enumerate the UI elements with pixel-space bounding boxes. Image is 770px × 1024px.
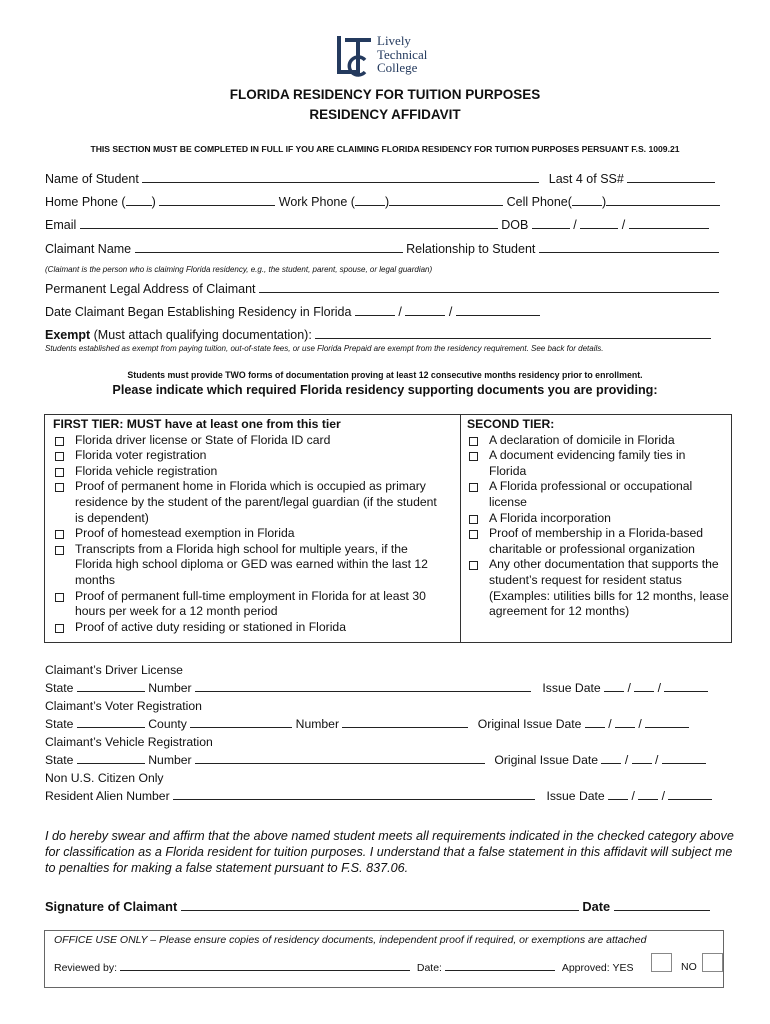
second-tier-item[interactable]: A declaration of domicile in Florida <box>467 433 727 449</box>
dl-issue-year[interactable] <box>664 680 708 692</box>
logo-wordmark <box>377 34 427 75</box>
signature-date-field[interactable] <box>614 899 710 911</box>
logo-line-2: Technical <box>377 46 428 62</box>
signature-field[interactable] <box>181 899 579 911</box>
dob-year-field[interactable] <box>629 217 709 229</box>
student-name-row: Name of Student Last 4 of SS# <box>45 171 715 186</box>
driver-license-row: State Number Issue Date / / <box>45 679 708 697</box>
non-citizen-heading: Non U.S. Citizen Only <box>45 771 164 785</box>
vh-issue-day[interactable] <box>632 752 652 764</box>
documents-prompt: Please indicate which required Florida residency supporting documents you are providing: <box>112 383 658 397</box>
checkbox[interactable] <box>55 437 64 446</box>
claimant-name-field[interactable] <box>135 241 403 253</box>
resident-alien-number-field[interactable] <box>173 788 535 800</box>
checkbox[interactable] <box>469 530 478 539</box>
reviewed-by-field[interactable] <box>120 961 410 971</box>
exempt-note: Students established as exempt from paying tuition, out-of-state fees, or use Florida Prepaid are exempt from the residency requirement. See back for details. <box>45 344 604 353</box>
logo-line-3: College <box>377 60 418 75</box>
residency-date-row: Date Claimant Began Establishing Residency in Florida / / <box>45 304 540 319</box>
ra-issue-year[interactable] <box>668 788 712 800</box>
vr-issue-year[interactable] <box>645 716 689 728</box>
first-tier-item[interactable]: Proof of permanent home in Florida which is occupied as primary residence by the student of the parent/legal guardian (if the student is dependent) <box>53 479 445 526</box>
ra-issue-month[interactable] <box>608 788 628 800</box>
first-tier-item[interactable]: Proof of active duty residing or stationed in Florida <box>53 620 453 636</box>
first-tier-item[interactable]: Transcripts from a Florida high school for multiple years, if the Florida high school diploma or GED was earned within the last 12 months <box>53 542 445 589</box>
cell-phone-field[interactable] <box>606 194 720 206</box>
permanent-address-field[interactable] <box>259 281 719 293</box>
checkbox[interactable] <box>55 624 64 633</box>
work-phone-field[interactable] <box>389 194 503 206</box>
second-tier-item[interactable]: A document evidencing family ties in Florida <box>467 448 714 479</box>
vr-state-field[interactable] <box>77 716 145 728</box>
work-area-code-field[interactable] <box>355 194 385 206</box>
ra-issue-day[interactable] <box>638 788 658 800</box>
tier-divider <box>460 415 461 642</box>
vehicle-registration-row: State Number Original Issue Date / / <box>45 751 706 769</box>
vh-state-field[interactable] <box>77 752 145 764</box>
driver-license-heading: Claimant’s Driver License <box>45 663 183 677</box>
voter-registration-heading: Claimant’s Voter Registration <box>45 699 202 713</box>
residency-year-field[interactable] <box>456 304 540 316</box>
vr-issue-day[interactable] <box>615 716 635 728</box>
checkbox[interactable] <box>469 561 478 570</box>
checkbox[interactable] <box>55 452 64 461</box>
approved-no-label: NO <box>681 961 697 973</box>
ltc-logo-mark-icon <box>331 32 375 78</box>
email-field[interactable] <box>80 217 498 229</box>
dob-month-field[interactable] <box>532 217 570 229</box>
second-tier-column <box>467 417 727 620</box>
checkbox[interactable] <box>55 483 64 492</box>
home-area-code-field[interactable] <box>126 194 152 206</box>
second-tier-item[interactable]: Any other documentation that supports the student’s request for resident status (Examples: utilities bills for 12 months, lease agreement for 12 months) <box>467 557 739 619</box>
office-use-note: OFFICE USE ONLY – Please ensure copies of residency documents, independent proof if required, or exemptions are attached <box>54 934 647 946</box>
checkbox[interactable] <box>55 530 64 539</box>
first-tier-item[interactable]: Proof of permanent full-time employment in Florida for at least 30 hours per week for a 12 month period <box>53 589 449 620</box>
vr-county-field[interactable] <box>190 716 292 728</box>
dl-number-field[interactable] <box>195 680 531 692</box>
first-tier-item[interactable]: Florida voter registration <box>53 448 453 464</box>
claimant-row: Claimant Name Relationship to Student <box>45 241 719 256</box>
exempt-row: Exempt (Must attach qualifying documentation): <box>45 327 711 342</box>
first-tier-column <box>53 417 453 635</box>
vr-issue-month[interactable] <box>585 716 605 728</box>
address-row: Permanent Legal Address of Claimant <box>45 281 719 296</box>
form-subtitle: RESIDENCY AFFIDAVIT <box>309 107 461 122</box>
office-use-box <box>44 930 724 988</box>
dob-day-field[interactable] <box>580 217 618 229</box>
completion-notice: THIS SECTION MUST BE COMPLETED IN FULL IF YOU ARE CLAIMING FLORIDA RESIDENCY FOR TUITION PURPOSES PERSUANT F.S. 1009.21 <box>90 144 680 154</box>
checkbox[interactable] <box>55 546 64 555</box>
home-phone-field[interactable] <box>159 194 275 206</box>
first-tier-heading: FIRST TIER: MUST have at least one from this tier <box>53 417 341 431</box>
checkbox[interactable] <box>469 515 478 524</box>
second-tier-item[interactable]: A Florida incorporation <box>467 511 727 527</box>
approved-no-checkbox[interactable] <box>702 953 723 972</box>
checkbox[interactable] <box>469 452 478 461</box>
resident-alien-row: Resident Alien Number Issue Date / / <box>45 787 712 805</box>
checkbox[interactable] <box>55 593 64 602</box>
cell-area-code-field[interactable] <box>572 194 602 206</box>
affirmation-statement: I do hereby swear and affirm that the above named student meets all requirements indicated in the checked category above for classification as a Florida resident for tuition purposes. I understand that a false statement in this affidavit will subject me to penalties for making a false statement pursuant to F.S. 837.06. <box>45 829 734 875</box>
residency-day-field[interactable] <box>405 304 445 316</box>
relationship-field[interactable] <box>539 241 719 253</box>
second-tier-heading: SECOND TIER: <box>467 417 555 431</box>
office-use-row: Reviewed by: Date: Approved: YES <box>54 962 634 974</box>
vh-number-field[interactable] <box>195 752 485 764</box>
checkbox[interactable] <box>469 437 478 446</box>
phone-row: Home Phone ( ) Work Phone ( ) Cell Phone( ) <box>45 194 720 209</box>
claimant-note: (Claimant is the person who is claiming Florida residency, e.g., the student, parent, spouse, or legal guardian) <box>45 265 433 274</box>
checkbox[interactable] <box>55 468 64 477</box>
dl-issue-month[interactable] <box>604 680 624 692</box>
vh-issue-year[interactable] <box>662 752 706 764</box>
second-tier-item[interactable]: A Florida professional or occupational license <box>467 479 714 510</box>
dl-state-field[interactable] <box>77 680 145 692</box>
second-tier-item[interactable]: Proof of membership in a Florida-based charitable or professional organization <box>467 526 739 557</box>
student-name-field[interactable] <box>142 171 539 183</box>
first-tier-item[interactable]: Florida vehicle registration <box>53 464 453 480</box>
vr-number-field[interactable] <box>342 716 468 728</box>
voter-registration-row: State County Number Original Issue Date / / <box>45 715 689 733</box>
signature-row: Signature of Claimant Date <box>45 899 710 914</box>
form-title: FLORIDA RESIDENCY FOR TUITION PURPOSES <box>229 87 541 102</box>
exempt-documentation-field[interactable] <box>315 327 711 339</box>
documentation-requirement: Students must provide TWO forms of documentation proving at least 12 consecutive months residency prior to enrollment. <box>127 370 643 380</box>
approved-yes-checkbox[interactable] <box>651 953 672 972</box>
vh-issue-month[interactable] <box>601 752 621 764</box>
first-tier-item[interactable]: Proof of homestead exemption in Florida <box>53 526 453 542</box>
residency-documents-table <box>44 414 732 643</box>
office-date-field[interactable] <box>445 961 555 971</box>
college-logo <box>331 32 441 80</box>
email-row: Email DOB / / <box>45 217 709 232</box>
checkbox[interactable] <box>469 483 478 492</box>
first-tier-item[interactable]: Florida driver license or State of Florida ID card <box>53 433 453 449</box>
residency-month-field[interactable] <box>355 304 395 316</box>
logo-line-1: Lively <box>377 33 411 48</box>
ssn-last4-field[interactable] <box>627 171 715 183</box>
dl-issue-day[interactable] <box>634 680 654 692</box>
vehicle-registration-heading: Claimant’s Vehicle Registration <box>45 735 213 749</box>
